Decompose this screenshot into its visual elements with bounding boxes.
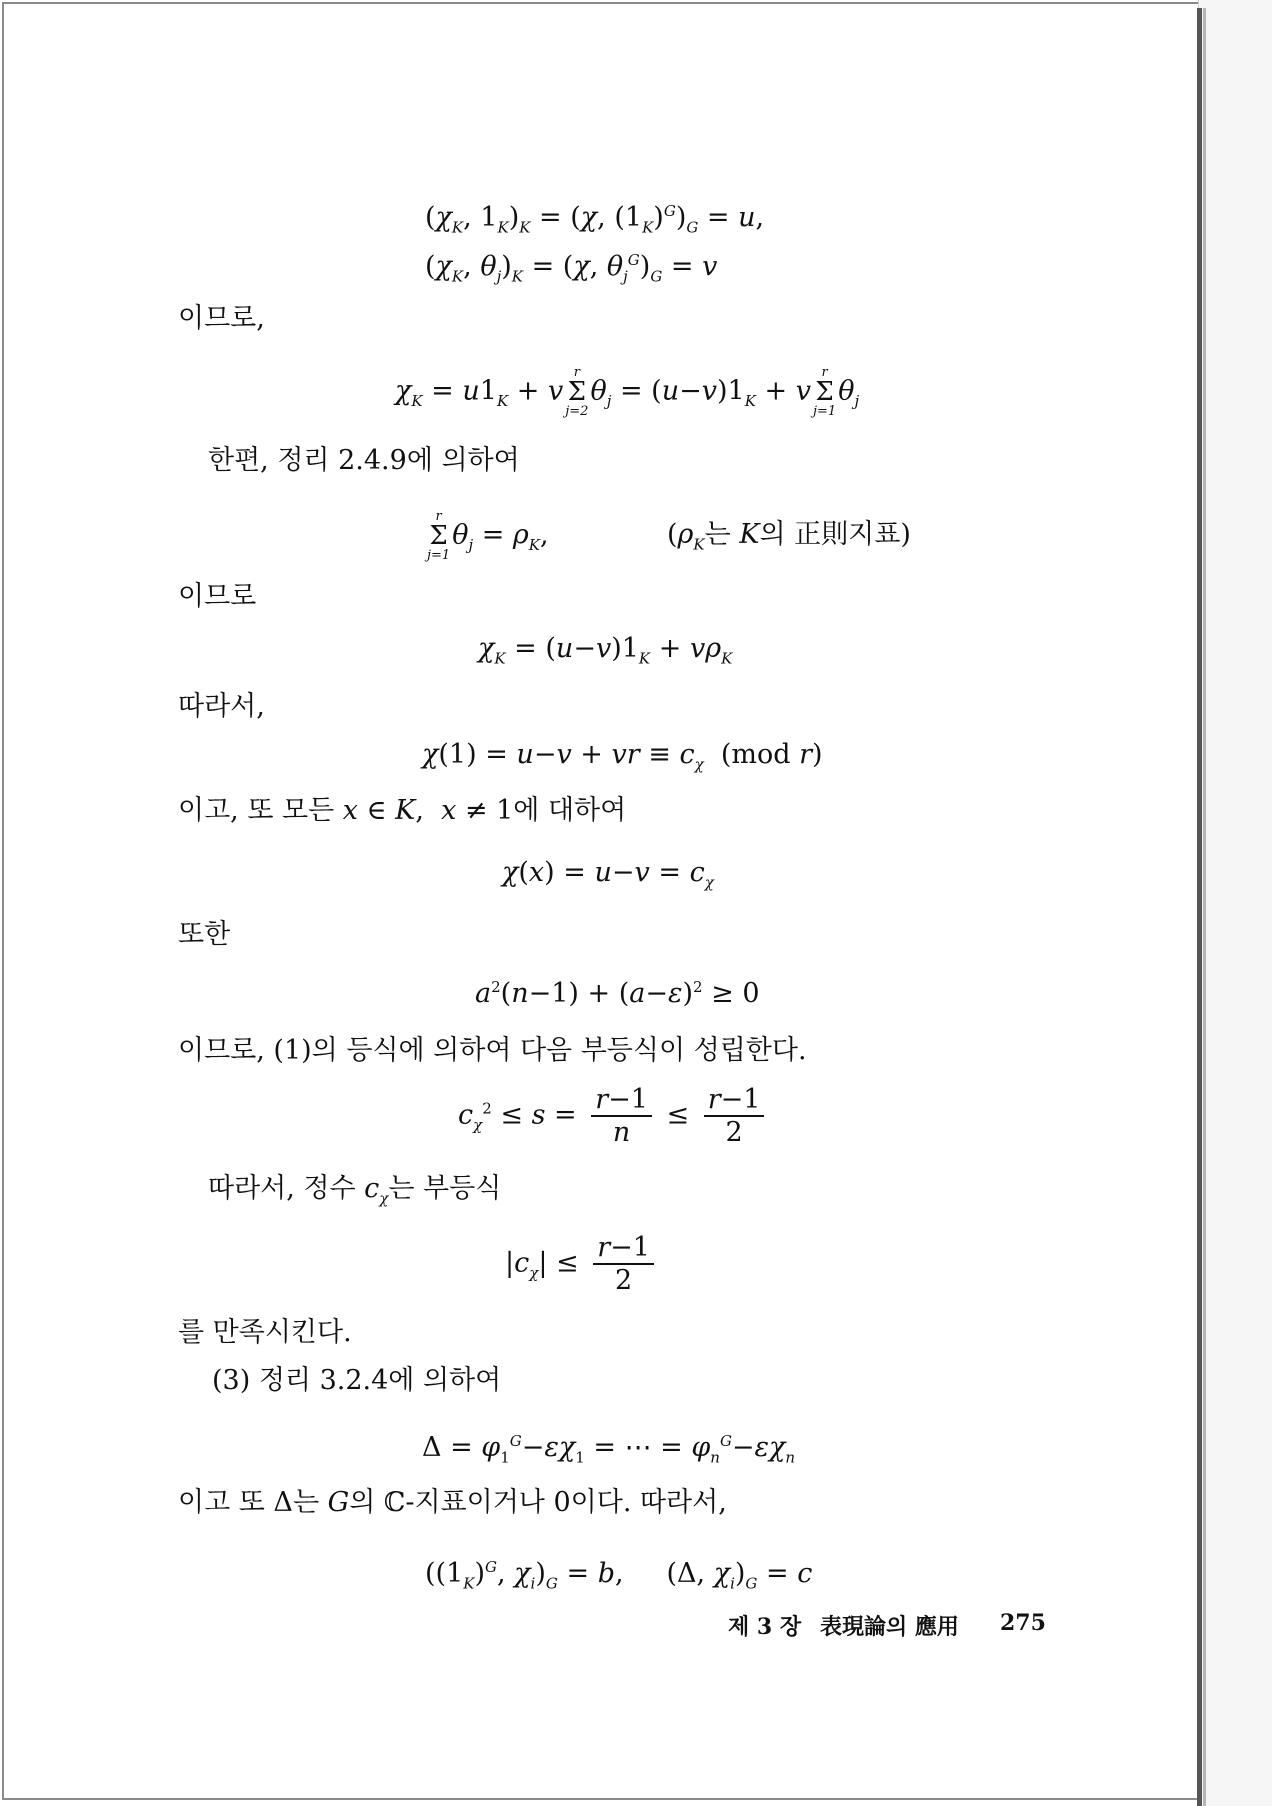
page-number: 275 <box>1000 1610 1046 1636</box>
text-imeuro-1-deungsik: 이므로, (1)의 등식에 의하여 다음 부등식이 성립한다. <box>178 1035 807 1066</box>
footer-chapter: 제 3 장 <box>728 1614 802 1640</box>
text-ttohan: 또한 <box>178 919 231 950</box>
footer-title: 表現論의 應用 <box>820 1614 959 1640</box>
text-igo-tto-modeun: 이고, 또 모든 x ∈ K, x ≠ 1에 대하여 <box>178 795 627 826</box>
equation-c-chi-squared: $c_\chi^2 \le s$ = $\frac{r-1}{n}$ ≤ $\frac{r-1}{2}$ <box>458 1084 770 1148</box>
page-edge-shadow <box>1197 8 1202 1806</box>
page-edge-highlight <box>1203 8 1206 1806</box>
equation-sum-theta-rho: r Σ j=1 $\theta_j = \rho_K$, <box>427 509 549 563</box>
text-igo-tto-delta: 이고 또 Δ는 G의 ℂ-지표이거나 0이다. 따라서, <box>178 1487 727 1518</box>
equation-1K-G-chi-i: ($(1_K)^G$, $\chi_i)_G = b$, (Δ, $\chi_i)_G = c$ <box>425 1558 813 1593</box>
equation-delta: $\Delta = \varphi_1^G-\varepsilon\chi_1$ = ⋯ = $\varphi_n^G-\varepsilon\chi_n$ <box>422 1432 796 1467</box>
equation-chi-K-sum: $\chi_K = u1_K + v$ r Σ j=2 $\theta_j = (u-v)1_K + v$ r Σ j=1 $\theta_j$ <box>395 365 860 419</box>
text-item-3: (3) 정리 3.2.4에 의하여 <box>212 1365 502 1396</box>
equation-chi-1: χ(1) = u−v + vr ≡ $c_\chi$ (mod r) <box>422 739 823 774</box>
text-ttaraseo-1: 따라서, <box>178 691 265 722</box>
equation-chi-K-rho: $\chi_K = (u-v)1_K + v\rho_K$ <box>478 633 733 668</box>
note-rho-K: ($\rho_K$는 K의 正則지표) <box>667 519 911 554</box>
text-hanpyeon: 한편, 정리 2.4.9에 의하여 <box>208 445 520 476</box>
viewer-gutter <box>1198 0 1272 1806</box>
text-manjok: 를 만족시킨다. <box>178 1317 352 1348</box>
equation-abs-c-chi: $|c_\chi|$ ≤ $\frac{r-1}{2}$ <box>505 1232 660 1296</box>
text-imeuro-1: 이므로, <box>178 303 265 334</box>
equation-chi-x: $\chi(x) = u-v = c_\chi$ <box>502 857 714 892</box>
equation-inequality-a: $a^2(n-1) + (a-\varepsilon)^2 \ge 0$ <box>475 978 760 1009</box>
text-ttaraseo-jeongsu: 따라서, 정수 $c_\chi$는 부등식 <box>208 1173 502 1208</box>
text-imeuro-2: 이므로 <box>178 581 257 612</box>
equation-chi-K-theta: ($\chi_K$, $\theta_j)_K = (\chi$, $\theta_j^G)_G = v$ <box>425 251 718 286</box>
equation-chi-K-1K: ($\chi_K$, $1_K)_K = (\chi$, $(1_K)^G)_G = u$, <box>425 202 765 237</box>
